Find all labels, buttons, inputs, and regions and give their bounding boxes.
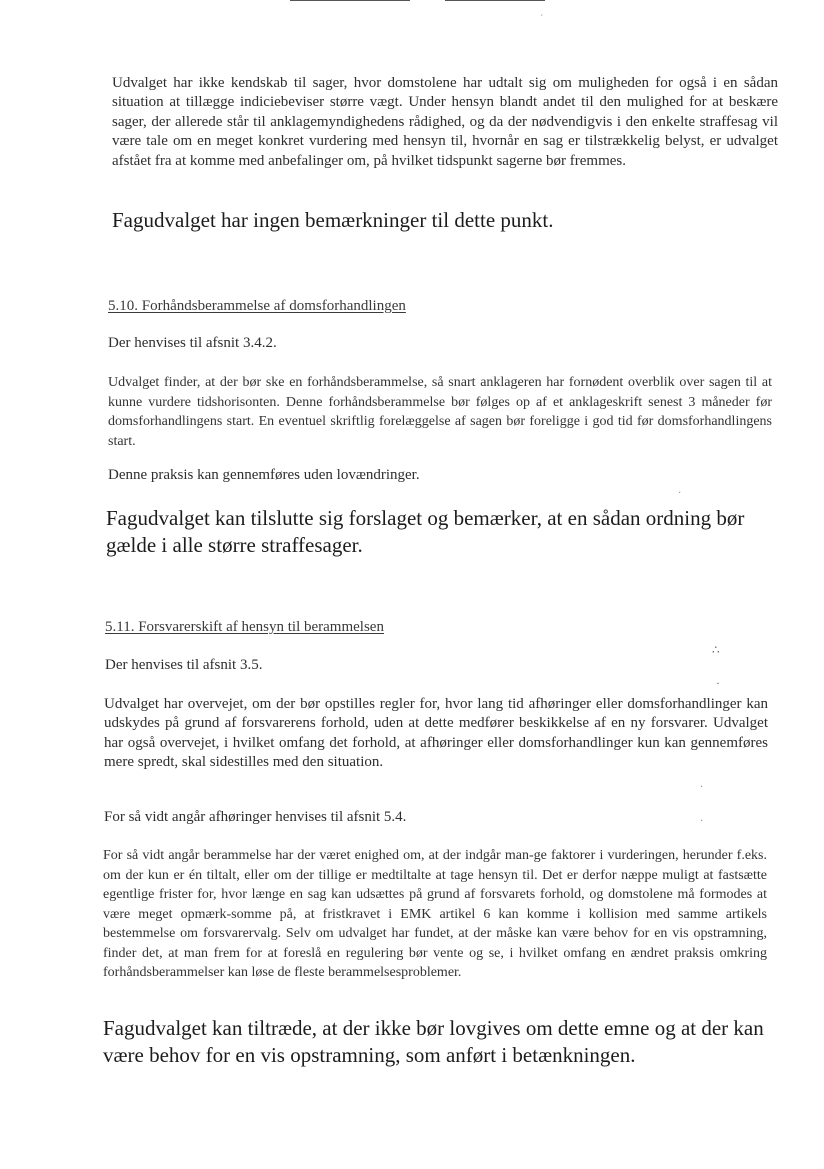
scan-speck: · bbox=[700, 816, 704, 827]
scan-edge-line bbox=[445, 0, 545, 1]
section-5-10-practice-note: Denne praksis kan gennemføres uden lovændringer. bbox=[108, 467, 420, 483]
scan-speck: · bbox=[716, 676, 720, 690]
section-5-11-reference-2: For så vidt angår afhøringer henvises til afsnit 5.4. bbox=[104, 809, 407, 825]
section-5-10-heading: 5.10. Forhåndsberammelse af domsforhandlingen bbox=[108, 298, 406, 314]
section-5-10-remark: Fagudvalget kan tilslutte sig forslaget og bemærker, at en sådan ordning bør gælde i alle større straffesager. bbox=[106, 506, 745, 557]
section-5-11-reference: Der henvises til afsnit 3.5. bbox=[105, 657, 263, 673]
section-5-11-paragraph: Udvalget har overvejet, om der bør opstilles regler for, hvor lang tid afhøringer eller domsforhandlinger kan udskydes på grund af forsvarerens forhold, uden at dette medfører beskikkelse af en ny forsvarer. Udvalget har også overvejet, i hvilket omfang det forhold, at afhøringer eller domsforhandlinger kun kan gennemføres mere spredt, skal sidestilles med den situation. bbox=[104, 696, 768, 771]
scan-edge-line bbox=[290, 0, 410, 1]
remark-no-comments: Fagudvalget har ingen bemærkninger til dette punkt. bbox=[112, 208, 554, 232]
scan-speck: · bbox=[700, 782, 704, 793]
section-5-11-heading: 5.11. Forsvarerskift af hensyn til berammelsen bbox=[105, 619, 384, 635]
section-5-10-paragraph: Udvalget finder, at der bør ske en forhåndsberammelse, så snart anklageren har fornødent overblik over sagen til at kunne vurdere tidshorisonten. Denne forhåndsberammelse bør følges op af et anklageskrift senest 3 måneder før domsforhandlingens start. En eventuel skriftlig forelæggelse af sagen bør foreligge i god tid før domsforhandlingens start. bbox=[108, 375, 772, 449]
scan-speck: ˊ bbox=[540, 14, 544, 25]
section-5-11-remark: Fagudvalget kan tiltræde, at der ikke bør lovgives om dette emne og at der kan være behov for en vis opstramning, som anført i betænkningen. bbox=[103, 1016, 764, 1067]
scan-speck: · bbox=[678, 488, 682, 499]
section-5-11-paragraph-2: For så vidt angår berammelse har der været enighed om, at der indgår man-ge faktorer i vurderingen, herunder f.eks. om der kun er én tiltalt, eller om der tillige er medtiltalte at tage hensyn til. Det er derfor næppe muligt at fastsætte egentlige frister for, hvor længe en sag kan udsættes på grund af forsvarets forhold, og domstolene må formodes at være meget opmærk-somme på, at fristkravet i EMK artikel 6 kan komme i kollision med samme artikels bestemmelse om forsvarervalg. Selv om udvalget har fundet, at der måske kan være behov for en vis opstramning, finder det, at man frem for at foreslå en regulering bør vente og se, i hvilket omfang en ændret praksis omkring forhåndsberammelser kan løse de fleste berammelsesproblemer. bbox=[103, 848, 767, 980]
scan-speck: ∴ bbox=[712, 643, 720, 657]
intro-paragraph: Udvalget har ikke kendskab til sager, hvor domstolene har udtalt sig om muligheden for også i en sådan situation at tillægge indiciebeviser større vægt. Under hensyn blandt andet til den mulighed for at beskære sager, der allerede står til anklagemyndighedens rådighed, og da der nødvendigvis i den enkelte straffesag vil være tale om en meget konkret vurdering med hensyn til, hvornår en sag er tilstrækkelig belyst, er udvalget afstået fra at komme med anbefalinger om, på hvilket tidspunkt sagerne bør fremmes. bbox=[112, 75, 778, 169]
section-5-10-reference: Der henvises til afsnit 3.4.2. bbox=[108, 335, 277, 351]
